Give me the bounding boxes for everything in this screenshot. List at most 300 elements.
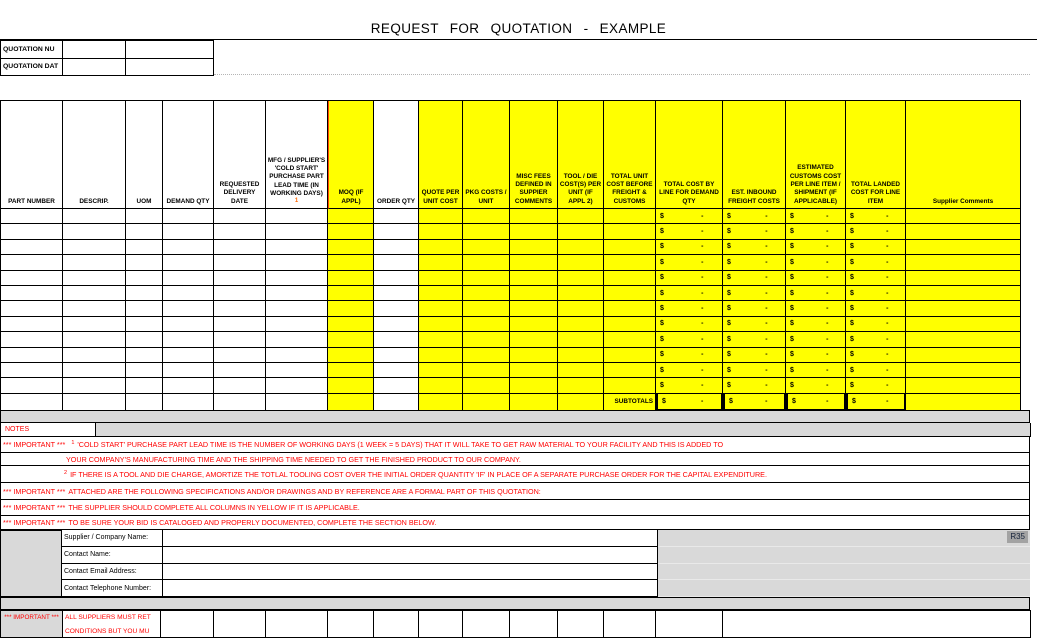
grid-cell-misc-fees[interactable] [510, 348, 558, 363]
dollar-sign: $ [660, 381, 664, 389]
grid-cell-quote-per-unit-cost[interactable] [419, 209, 463, 224]
grid-cell-quote-per-unit-cost[interactable] [419, 286, 463, 301]
quotation-date-cell-2[interactable] [126, 59, 214, 77]
quotation-date-cell[interactable] [63, 59, 126, 77]
grid-cell-descrip[interactable] [63, 240, 126, 255]
grid-cell-demand-qty[interactable] [163, 363, 214, 378]
dollar-sign: $ [660, 212, 664, 220]
grid-cell-misc-fees[interactable] [510, 286, 558, 301]
currency-cell-estimated-customs-cost[interactable] [786, 363, 846, 378]
grid-cell-order-qty[interactable] [374, 286, 419, 301]
grid-cell-order-qty[interactable] [374, 363, 419, 378]
grid-cell-part-number[interactable] [1, 348, 63, 363]
zero-dash: - [701, 274, 704, 282]
currency-cell-total-cost-by-line[interactable] [656, 271, 723, 286]
grid-cell-pkg-costs-unit[interactable] [463, 301, 510, 316]
grid-cell-order-qty[interactable] [374, 224, 419, 239]
supplier-row-contact-email [62, 564, 1030, 581]
zero-dash: - [826, 212, 829, 220]
grid-cell-mfg-cold-start-lead-time[interactable] [266, 255, 328, 270]
grid-cell-supplier-comments[interactable] [906, 348, 1021, 363]
bottom-empty-cell[interactable] [604, 611, 656, 638]
grid-cell-uom[interactable] [126, 317, 163, 332]
grid-cell-demand-qty[interactable] [163, 209, 214, 224]
currency-cell-estimated-customs-cost[interactable] [786, 317, 846, 332]
grid-cell-descrip[interactable] [63, 348, 126, 363]
grid-cell-requested-delivery-date[interactable] [214, 224, 266, 239]
grid-cell-part-number[interactable] [1, 286, 63, 301]
grid-cell-mfg-cold-start-lead-time[interactable] [266, 224, 328, 239]
currency-cell-total-landed-cost[interactable] [846, 224, 906, 239]
grid-cell-moq[interactable] [328, 209, 374, 224]
grid-cell-quote-per-unit-cost[interactable] [419, 317, 463, 332]
gray-band-top [0, 410, 1030, 423]
grid-cell-total-unit-cost[interactable] [604, 255, 656, 270]
subtotal-row-cell[interactable] [328, 394, 374, 411]
currency-cell-total-landed-cost[interactable] [846, 271, 906, 286]
currency-cell-est-inbound-freight[interactable] [723, 224, 786, 239]
dollar-sign: $ [727, 335, 731, 343]
currency-cell-estimated-customs-cost[interactable] [786, 301, 846, 316]
zero-dash: - [886, 289, 889, 297]
dollar-sign: $ [727, 289, 731, 297]
dollar-sign: $ [660, 366, 664, 374]
supplier-row-supplier-company-name [62, 530, 1030, 547]
dollar-sign: $ [792, 397, 796, 405]
currency-cell-est-inbound-freight[interactable] [723, 286, 786, 301]
zero-dash: - [886, 212, 889, 220]
grid-cell-total-unit-cost[interactable] [604, 224, 656, 239]
grid-cell-tool-die-cost[interactable] [558, 271, 604, 286]
dollar-sign: $ [727, 243, 731, 251]
grid-cell-demand-qty[interactable] [163, 332, 214, 347]
quotation-number-cell[interactable] [63, 41, 126, 59]
grid-cell-uom[interactable] [126, 363, 163, 378]
grid-cell-total-unit-cost[interactable] [604, 332, 656, 347]
grid-cell-requested-delivery-date[interactable] [214, 363, 266, 378]
currency-cell-estimated-customs-cost[interactable] [786, 240, 846, 255]
grid-cell-descrip[interactable] [63, 378, 126, 393]
grid-cell-moq[interactable] [328, 255, 374, 270]
currency-cell-total-landed-cost[interactable] [846, 286, 906, 301]
grid-cell-order-qty[interactable] [374, 209, 419, 224]
grid-cell-supplier-comments[interactable] [906, 209, 1021, 224]
grid-cell-descrip[interactable] [63, 301, 126, 316]
grid-cell-tool-die-cost[interactable] [558, 332, 604, 347]
footnote-number: 1 [71, 440, 75, 446]
dollar-sign: $ [850, 243, 854, 251]
grid-cell-moq[interactable] [328, 317, 374, 332]
currency-cell-total-cost-by-line[interactable] [656, 332, 723, 347]
grid-cell-tool-die-cost[interactable] [558, 363, 604, 378]
grid-cell-misc-fees[interactable] [510, 363, 558, 378]
bottom-empty-cell[interactable] [328, 611, 374, 638]
currency-cell-total-cost-by-line[interactable] [656, 317, 723, 332]
subtotal-currency-cell-total-cost-by-line[interactable] [656, 394, 723, 411]
grid-cell-order-qty[interactable] [374, 240, 419, 255]
column-header-part-number: PART NUMBER [1, 101, 63, 209]
grid-cell-requested-delivery-date[interactable] [214, 286, 266, 301]
grid-cell-total-unit-cost[interactable] [604, 209, 656, 224]
grid-cell-moq[interactable] [328, 271, 374, 286]
bottom-empty-cell[interactable] [266, 611, 328, 638]
important-prefix: *** IMPORTANT *** [3, 503, 66, 512]
grid-cell-misc-fees[interactable] [510, 271, 558, 286]
grid-cell-supplier-comments[interactable] [906, 271, 1021, 286]
grid-cell-requested-delivery-date[interactable] [214, 255, 266, 270]
grid-cell-pkg-costs-unit[interactable] [463, 224, 510, 239]
grid-cell-misc-fees[interactable] [510, 255, 558, 270]
grid-cell-descrip[interactable] [63, 332, 126, 347]
grid-cell-descrip[interactable] [63, 363, 126, 378]
currency-cell-est-inbound-freight[interactable] [723, 332, 786, 347]
zero-dash: - [826, 243, 829, 251]
currency-cell-total-cost-by-line[interactable] [656, 209, 723, 224]
grid-cell-total-unit-cost[interactable] [604, 348, 656, 363]
subtotal-currency-cell-est-inbound-freight[interactable] [723, 394, 786, 411]
grid-cell-quote-per-unit-cost[interactable] [419, 332, 463, 347]
currency-cell-est-inbound-freight[interactable] [723, 378, 786, 393]
grid-cell-tool-die-cost[interactable] [558, 348, 604, 363]
grid-cell-pkg-costs-unit[interactable] [463, 271, 510, 286]
currency-cell-total-landed-cost[interactable] [846, 255, 906, 270]
grid-cell-supplier-comments[interactable] [906, 240, 1021, 255]
grid-cell-uom[interactable] [126, 255, 163, 270]
bottom-empty-cell[interactable] [419, 611, 463, 638]
grid-cell-quote-per-unit-cost[interactable] [419, 363, 463, 378]
currency-cell-estimated-customs-cost[interactable] [786, 209, 846, 224]
quotation-number-cell-2[interactable] [126, 41, 214, 59]
grid-cell-supplier-comments[interactable] [906, 378, 1021, 393]
grid-cell-misc-fees[interactable] [510, 317, 558, 332]
grid-cell-demand-qty[interactable] [163, 378, 214, 393]
grid-cell-quote-per-unit-cost[interactable] [419, 224, 463, 239]
currency-cell-total-landed-cost[interactable] [846, 348, 906, 363]
grid-cell-demand-qty[interactable] [163, 301, 214, 316]
subtotal-row-cell[interactable] [63, 394, 126, 411]
contact-email-input[interactable] [163, 564, 658, 581]
grid-cell-pkg-costs-unit[interactable] [463, 332, 510, 347]
grid-cell-descrip[interactable] [63, 255, 126, 270]
grid-cell-misc-fees[interactable] [510, 378, 558, 393]
grid-cell-moq[interactable] [328, 348, 374, 363]
grid-cell-order-qty[interactable] [374, 332, 419, 347]
grid-cell-uom[interactable] [126, 209, 163, 224]
grid-cell-quote-per-unit-cost[interactable] [419, 255, 463, 270]
grid-cell-descrip[interactable] [63, 286, 126, 301]
grid-cell-mfg-cold-start-lead-time[interactable] [266, 317, 328, 332]
grid-cell-misc-fees[interactable] [510, 224, 558, 239]
grid-cell-demand-qty[interactable] [163, 271, 214, 286]
grid-cell-total-unit-cost[interactable] [604, 240, 656, 255]
grid-cell-part-number[interactable] [1, 224, 63, 239]
grid-cell-pkg-costs-unit[interactable] [463, 240, 510, 255]
grid-cell-part-number[interactable] [1, 317, 63, 332]
grid-cell-requested-delivery-date[interactable] [214, 332, 266, 347]
grid-cell-demand-qty[interactable] [163, 286, 214, 301]
currency-cell-total-cost-by-line[interactable] [656, 286, 723, 301]
grid-cell-pkg-costs-unit[interactable] [463, 348, 510, 363]
currency-cell-total-landed-cost[interactable] [846, 332, 906, 347]
grid-cell-requested-delivery-date[interactable] [214, 301, 266, 316]
bottom-empty-cell[interactable] [161, 611, 214, 638]
dollar-sign: $ [660, 289, 664, 297]
grid-cell-moq[interactable] [328, 363, 374, 378]
note-line-1 [1, 437, 1029, 453]
grid-cell-total-unit-cost[interactable] [604, 363, 656, 378]
column-header-pkg-costs-unit: PKG COSTS / UNIT [463, 101, 510, 209]
subtotal-row-cell[interactable] [510, 394, 558, 411]
grid-cell-uom[interactable] [126, 286, 163, 301]
grid-cell-mfg-cold-start-lead-time[interactable] [266, 348, 328, 363]
dollar-sign: $ [727, 305, 731, 313]
currency-cell-est-inbound-freight[interactable] [723, 317, 786, 332]
grid-cell-quote-per-unit-cost[interactable] [419, 348, 463, 363]
grid-cell-supplier-comments[interactable] [906, 332, 1021, 347]
grid-cell-total-unit-cost[interactable] [604, 286, 656, 301]
grid-cell-tool-die-cost[interactable] [558, 255, 604, 270]
grid-cell-requested-delivery-date[interactable] [214, 240, 266, 255]
grid-cell-requested-delivery-date[interactable] [214, 209, 266, 224]
grid-cell-quote-per-unit-cost[interactable] [419, 378, 463, 393]
grid-cell-pkg-costs-unit[interactable] [463, 255, 510, 270]
zero-dash: - [765, 381, 768, 389]
subtotal-currency-cell-total-landed-cost[interactable] [846, 394, 906, 411]
grid-cell-mfg-cold-start-lead-time[interactable] [266, 301, 328, 316]
bottom-notice-text [63, 611, 161, 638]
grid-cell-pkg-costs-unit[interactable] [463, 286, 510, 301]
currency-cell-total-landed-cost[interactable] [846, 209, 906, 224]
grid-cell-total-unit-cost[interactable] [604, 301, 656, 316]
zero-dash: - [826, 289, 829, 297]
grid-cell-order-qty[interactable] [374, 271, 419, 286]
grid-cell-uom[interactable] [126, 240, 163, 255]
grid-cell-misc-fees[interactable] [510, 240, 558, 255]
grid-cell-moq[interactable] [328, 378, 374, 393]
dollar-sign: $ [660, 320, 664, 328]
grid-cell-part-number[interactable] [1, 209, 63, 224]
grid-cell-part-number[interactable] [1, 378, 63, 393]
currency-cell-total-cost-by-line[interactable] [656, 224, 723, 239]
subtotal-row-cell[interactable] [374, 394, 419, 411]
dollar-sign: $ [850, 320, 854, 328]
subtotal-row-cell[interactable] [1, 394, 63, 411]
grid-cell-uom[interactable] [126, 348, 163, 363]
currency-cell-total-cost-by-line[interactable] [656, 348, 723, 363]
grid-cell-uom[interactable] [126, 378, 163, 393]
subtotal-row-cell[interactable] [266, 394, 328, 411]
grid-cell-part-number[interactable] [1, 240, 63, 255]
grid-cell-mfg-cold-start-lead-time[interactable] [266, 271, 328, 286]
grid-cell-quote-per-unit-cost[interactable] [419, 271, 463, 286]
grid-cell-descrip[interactable] [63, 271, 126, 286]
quotation-info-table [0, 40, 214, 76]
currency-cell-est-inbound-freight[interactable] [723, 301, 786, 316]
subtotal-currency-cell-estimated-customs-cost[interactable] [786, 394, 846, 411]
grid-cell-supplier-comments[interactable] [906, 301, 1021, 316]
grid-cell-mfg-cold-start-lead-time[interactable] [266, 332, 328, 347]
important-prefix: *** IMPORTANT *** [3, 440, 66, 449]
grid-cell-moq[interactable] [328, 286, 374, 301]
grid-cell-requested-delivery-date[interactable] [214, 271, 266, 286]
grid-cell-supplier-comments[interactable] [906, 286, 1021, 301]
subtotal-row-cell[interactable] [126, 394, 163, 411]
grid-cell-misc-fees[interactable] [510, 301, 558, 316]
currency-cell-est-inbound-freight[interactable] [723, 271, 786, 286]
grid-cell-quote-per-unit-cost[interactable] [419, 301, 463, 316]
subtotal-row-cell[interactable] [558, 394, 604, 411]
currency-cell-total-cost-by-line[interactable] [656, 363, 723, 378]
zero-dash: - [701, 320, 704, 328]
grid-cell-misc-fees[interactable] [510, 332, 558, 347]
currency-cell-total-landed-cost[interactable] [846, 240, 906, 255]
notes-header-row [0, 423, 1030, 437]
zero-dash: - [701, 335, 704, 343]
zero-dash: - [886, 305, 889, 313]
contact-phone-input[interactable] [163, 580, 658, 597]
grid-cell-demand-qty[interactable] [163, 348, 214, 363]
currency-cell-est-inbound-freight[interactable] [723, 348, 786, 363]
page-title: REQUEST FOR QUOTATION - EXAMPLE [370, 21, 667, 36]
grid-cell-uom[interactable] [126, 301, 163, 316]
grid-cell-order-qty[interactable] [374, 317, 419, 332]
grid-cell-demand-qty[interactable] [163, 255, 214, 270]
contact-name-input[interactable] [163, 547, 658, 564]
grid-cell-tool-die-cost[interactable] [558, 301, 604, 316]
currency-cell-estimated-customs-cost[interactable] [786, 378, 846, 393]
currency-cell-estimated-customs-cost[interactable] [786, 348, 846, 363]
bottom-empty-cell[interactable] [510, 611, 558, 638]
bottom-empty-cell[interactable] [374, 611, 419, 638]
grid-cell-descrip[interactable] [63, 224, 126, 239]
grid-cell-tool-die-cost[interactable] [558, 286, 604, 301]
grid-cell-demand-qty[interactable] [163, 240, 214, 255]
currency-cell-total-cost-by-line[interactable] [656, 301, 723, 316]
currency-cell-est-inbound-freight[interactable] [723, 209, 786, 224]
grid-cell-pkg-costs-unit[interactable] [463, 378, 510, 393]
grid-cell-pkg-costs-unit[interactable] [463, 209, 510, 224]
grid-cell-part-number[interactable] [1, 271, 63, 286]
grid-cell-supplier-comments[interactable] [906, 317, 1021, 332]
grid-cell-total-unit-cost[interactable] [604, 378, 656, 393]
grid-cell-uom[interactable] [126, 271, 163, 286]
bottom-empty-cell[interactable] [558, 611, 604, 638]
bottom-empty-cell[interactable] [723, 611, 1031, 638]
currency-cell-total-cost-by-line[interactable] [656, 255, 723, 270]
bottom-empty-cell[interactable] [656, 611, 723, 638]
grid-cell-requested-delivery-date[interactable] [214, 317, 266, 332]
grid-cell-mfg-cold-start-lead-time[interactable] [266, 240, 328, 255]
grid-cell-quote-per-unit-cost[interactable] [419, 240, 463, 255]
bottom-empty-cell[interactable] [463, 611, 510, 638]
bottom-notice-line2: CONDITIONS BUT YOU MU [65, 627, 150, 635]
grid-cell-descrip[interactable] [63, 317, 126, 332]
currency-cell-estimated-customs-cost[interactable] [786, 255, 846, 270]
dollar-sign: $ [850, 381, 854, 389]
grid-cell-moq[interactable] [328, 301, 374, 316]
grid-cell-total-unit-cost[interactable] [604, 317, 656, 332]
currency-cell-total-cost-by-line[interactable] [656, 378, 723, 393]
currency-cell-total-cost-by-line[interactable] [656, 240, 723, 255]
grid-cell-uom[interactable] [126, 224, 163, 239]
grid-cell-demand-qty[interactable] [163, 224, 214, 239]
grid-cell-requested-delivery-date[interactable] [214, 348, 266, 363]
subtotal-row-cell[interactable] [906, 394, 1021, 411]
currency-cell-est-inbound-freight[interactable] [723, 240, 786, 255]
grid-cell-uom[interactable] [126, 332, 163, 347]
grid-cell-order-qty[interactable] [374, 378, 419, 393]
grid-cell-pkg-costs-unit[interactable] [463, 363, 510, 378]
grid-cell-mfg-cold-start-lead-time[interactable] [266, 209, 328, 224]
currency-cell-total-landed-cost[interactable] [846, 317, 906, 332]
column-header-moq: MOQ (IF APPL) [328, 101, 374, 209]
currency-cell-est-inbound-freight[interactable] [723, 363, 786, 378]
subtotal-row-cell[interactable] [214, 394, 266, 411]
grid-cell-order-qty[interactable] [374, 301, 419, 316]
currency-cell-estimated-customs-cost[interactable] [786, 271, 846, 286]
grid-cell-tool-die-cost[interactable] [558, 378, 604, 393]
grid-cell-requested-delivery-date[interactable] [214, 378, 266, 393]
grid-cell-tool-die-cost[interactable] [558, 240, 604, 255]
dollar-sign: $ [790, 366, 794, 374]
currency-cell-est-inbound-freight[interactable] [723, 255, 786, 270]
grid-cell-demand-qty[interactable] [163, 317, 214, 332]
grid-cell-tool-die-cost[interactable] [558, 317, 604, 332]
supplier-company-name-input[interactable] [163, 530, 658, 547]
grid-cell-mfg-cold-start-lead-time[interactable] [266, 363, 328, 378]
subtotal-row-cell[interactable] [163, 394, 214, 411]
dollar-sign: $ [660, 351, 664, 359]
currency-cell-estimated-customs-cost[interactable] [786, 286, 846, 301]
grid-cell-total-unit-cost[interactable] [604, 271, 656, 286]
grid-cell-mfg-cold-start-lead-time[interactable] [266, 378, 328, 393]
grid-cell-moq[interactable] [328, 224, 374, 239]
grid-cell-order-qty[interactable] [374, 348, 419, 363]
grid-cell-pkg-costs-unit[interactable] [463, 317, 510, 332]
zero-dash: - [765, 366, 768, 374]
currency-cell-total-landed-cost[interactable] [846, 301, 906, 316]
grid-cell-part-number[interactable] [1, 255, 63, 270]
subtotal-row-cell[interactable] [419, 394, 463, 411]
column-header-estimated-customs-cost: ESTIMATED CUSTOMS COST PER LINE ITEM / SHIPMENT (IF APPLICABLE) [786, 101, 846, 209]
zero-dash: - [765, 258, 768, 266]
currency-cell-total-landed-cost[interactable] [846, 363, 906, 378]
currency-cell-estimated-customs-cost[interactable] [786, 332, 846, 347]
dollar-sign: $ [660, 305, 664, 313]
currency-cell-estimated-customs-cost[interactable] [786, 224, 846, 239]
grid-cell-moq[interactable] [328, 332, 374, 347]
dollar-sign: $ [790, 243, 794, 251]
grid-cell-tool-die-cost[interactable] [558, 224, 604, 239]
grid-cell-tool-die-cost[interactable] [558, 209, 604, 224]
grid-cell-supplier-comments[interactable] [906, 255, 1021, 270]
grid-cell-descrip[interactable] [63, 209, 126, 224]
grid-cell-supplier-comments[interactable] [906, 363, 1021, 378]
zero-dash: - [765, 274, 768, 282]
grid-cell-mfg-cold-start-lead-time[interactable] [266, 286, 328, 301]
grid-cell-order-qty[interactable] [374, 255, 419, 270]
grid-cell-supplier-comments[interactable] [906, 224, 1021, 239]
grid-cell-part-number[interactable] [1, 363, 63, 378]
cell-ref-badge: R35 [1007, 531, 1028, 543]
grid-cell-moq[interactable] [328, 240, 374, 255]
grid-cell-misc-fees[interactable] [510, 209, 558, 224]
grid-cell-part-number[interactable] [1, 301, 63, 316]
bottom-empty-cell[interactable] [214, 611, 266, 638]
currency-cell-total-landed-cost[interactable] [846, 378, 906, 393]
subtotal-row-cell[interactable] [463, 394, 510, 411]
grid-cell-part-number[interactable] [1, 332, 63, 347]
